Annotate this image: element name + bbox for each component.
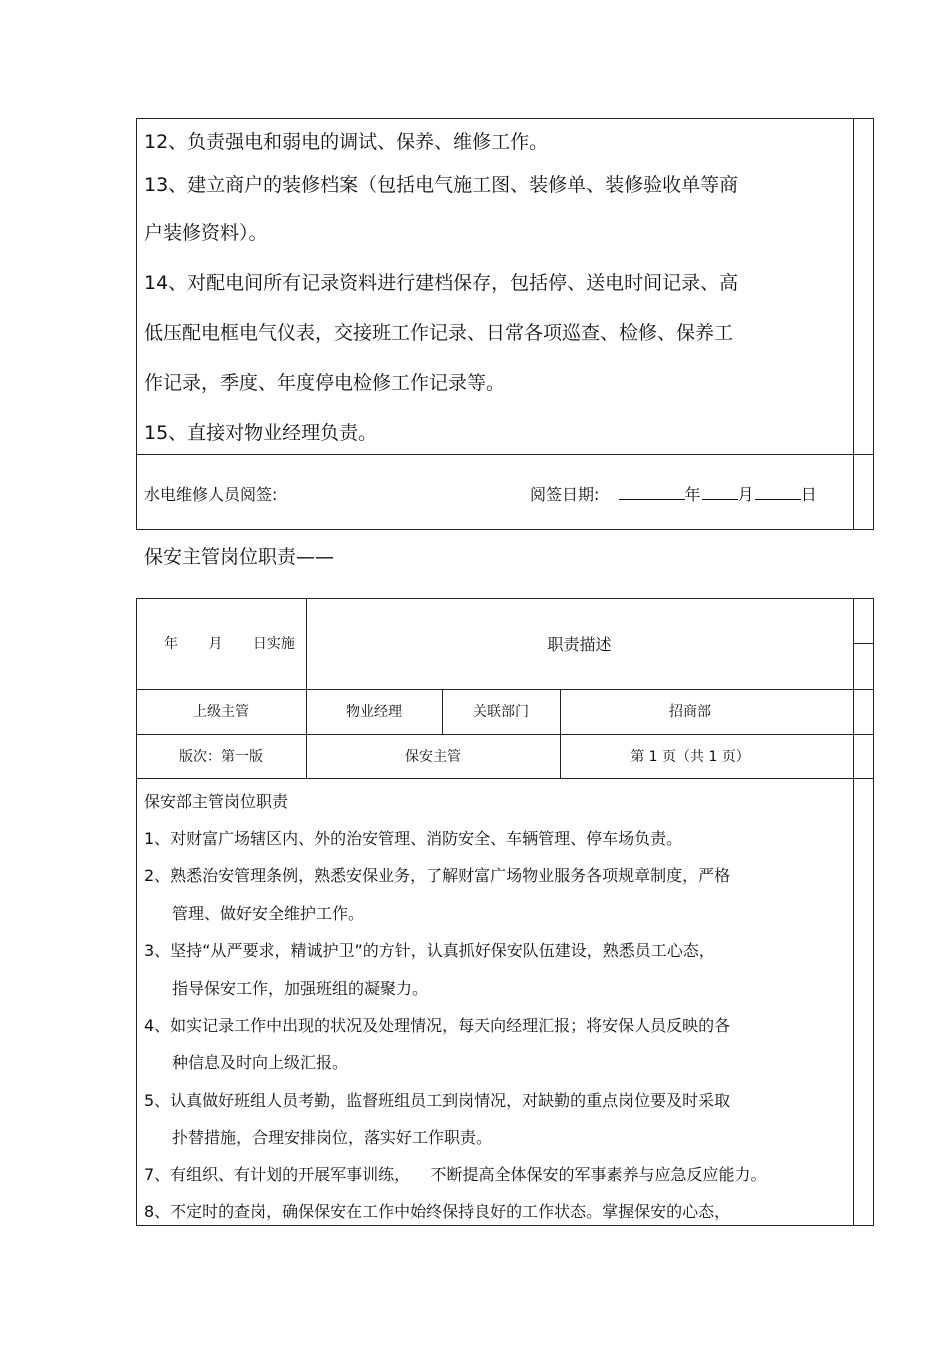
duty-line-14: 14、对配电间所有记录资料进行建档保存，包括停、送电时间记录、高	[144, 272, 739, 294]
sign-label: 水电维修人员阅签:	[144, 485, 278, 504]
month-blank[interactable]	[702, 483, 738, 500]
security-duty-8: 8、不定时的查岗，确保保安在工作中始终保持良好的工作状态。掌握保安的心态，	[144, 1202, 731, 1221]
security-duty-3: 3、坚持“从严要求，精诚护卫”的方针，认真抓好保安队伍建设，熟悉员工心态，	[144, 941, 715, 960]
duty-line-13: 13、建立商户的装修档案（包括电气施工图、装修单、装修验收单等商	[144, 174, 739, 196]
year-label: 年	[684, 485, 701, 504]
security-duty-2-cont: 管理、做好安全维护工作。	[172, 904, 365, 923]
table2-right-column-divider	[853, 598, 854, 1226]
superior-label: 上级主管	[193, 704, 249, 720]
version-cell: 版次：第一版	[179, 749, 263, 765]
month-label: 月	[737, 485, 754, 504]
table2-row2-bottom	[136, 734, 874, 735]
table1-right-column-divider	[853, 118, 854, 530]
body-title: 保安部主管岗位职责	[144, 792, 289, 811]
duty-line-14-cont-2: 作记录，季度、年度停电检修工作记录等。	[144, 372, 506, 394]
sign-date-label: 阅签日期:	[530, 485, 600, 504]
impl-year: 年	[164, 636, 178, 652]
impl-month: 月	[208, 636, 223, 652]
superior-value: 物业经理	[346, 704, 402, 720]
security-duty-5: 5、认真做好班组人员考勤，监督班组员工到岗情况，对缺勤的重点岗位要及时采取	[144, 1091, 731, 1110]
page-info-cell: 第 1 页（共 1 页）	[630, 749, 750, 765]
security-duty-4-cont: 种信息及时向上级汇报。	[172, 1053, 349, 1072]
duty-line-13-cont: 户装修资料）。	[144, 222, 268, 244]
section-title: 保安主管岗位职责——	[144, 546, 335, 568]
duty-line-15: 15、直接对物业经理负责。	[144, 422, 378, 444]
day-blank[interactable]	[755, 483, 801, 500]
duty-line-14-cont-1: 低压配电框电气仪表，交接班工作记录、日常各项巡查、检修、保养工	[144, 322, 734, 344]
table2-row3-bottom	[136, 778, 874, 779]
day-label: 日	[800, 485, 817, 504]
security-duty-3-cont: 指导保安工作，加强班组的凝聚力。	[172, 979, 429, 998]
table1-sign-row-divider	[136, 454, 874, 455]
security-duty-1: 1、对财富广场辖区内、外的治安管理、消防安全、车辆管理、停车场负责。	[144, 829, 683, 848]
security-duty-5-cont: 扑替措施，合理安排岗位，落实好工作职责。	[172, 1128, 493, 1147]
related-dept-value: 招商部	[669, 704, 711, 720]
table2-right-column-split	[853, 643, 874, 644]
security-duty-2: 2、熟悉治安管理条例，熟悉安保业务，了解财富广场物业服务各项规章制度，严格	[144, 866, 731, 885]
sign-date-row	[530, 482, 817, 505]
implementation-date	[164, 633, 295, 653]
impl-day: 日实施	[252, 636, 295, 652]
security-duty-7: 7、有组织、有计划的开展军事训练， 不断提高全体保安的军事素养与应急反应能力。	[144, 1165, 767, 1184]
header-title: 职责描述	[547, 635, 612, 654]
position-cell: 保安主管	[405, 749, 461, 765]
related-dept-label: 关联部门	[473, 704, 529, 720]
year-blank[interactable]	[619, 483, 685, 500]
security-duty-4: 4、如实记录工作中出现的状况及处理情况，每天向经理汇报；将安保人员反映的各	[144, 1016, 731, 1035]
table2-header-bottom	[136, 689, 874, 690]
duty-line-12: 12、负责强电和弱电的调试、保养、维修工作。	[144, 131, 549, 153]
